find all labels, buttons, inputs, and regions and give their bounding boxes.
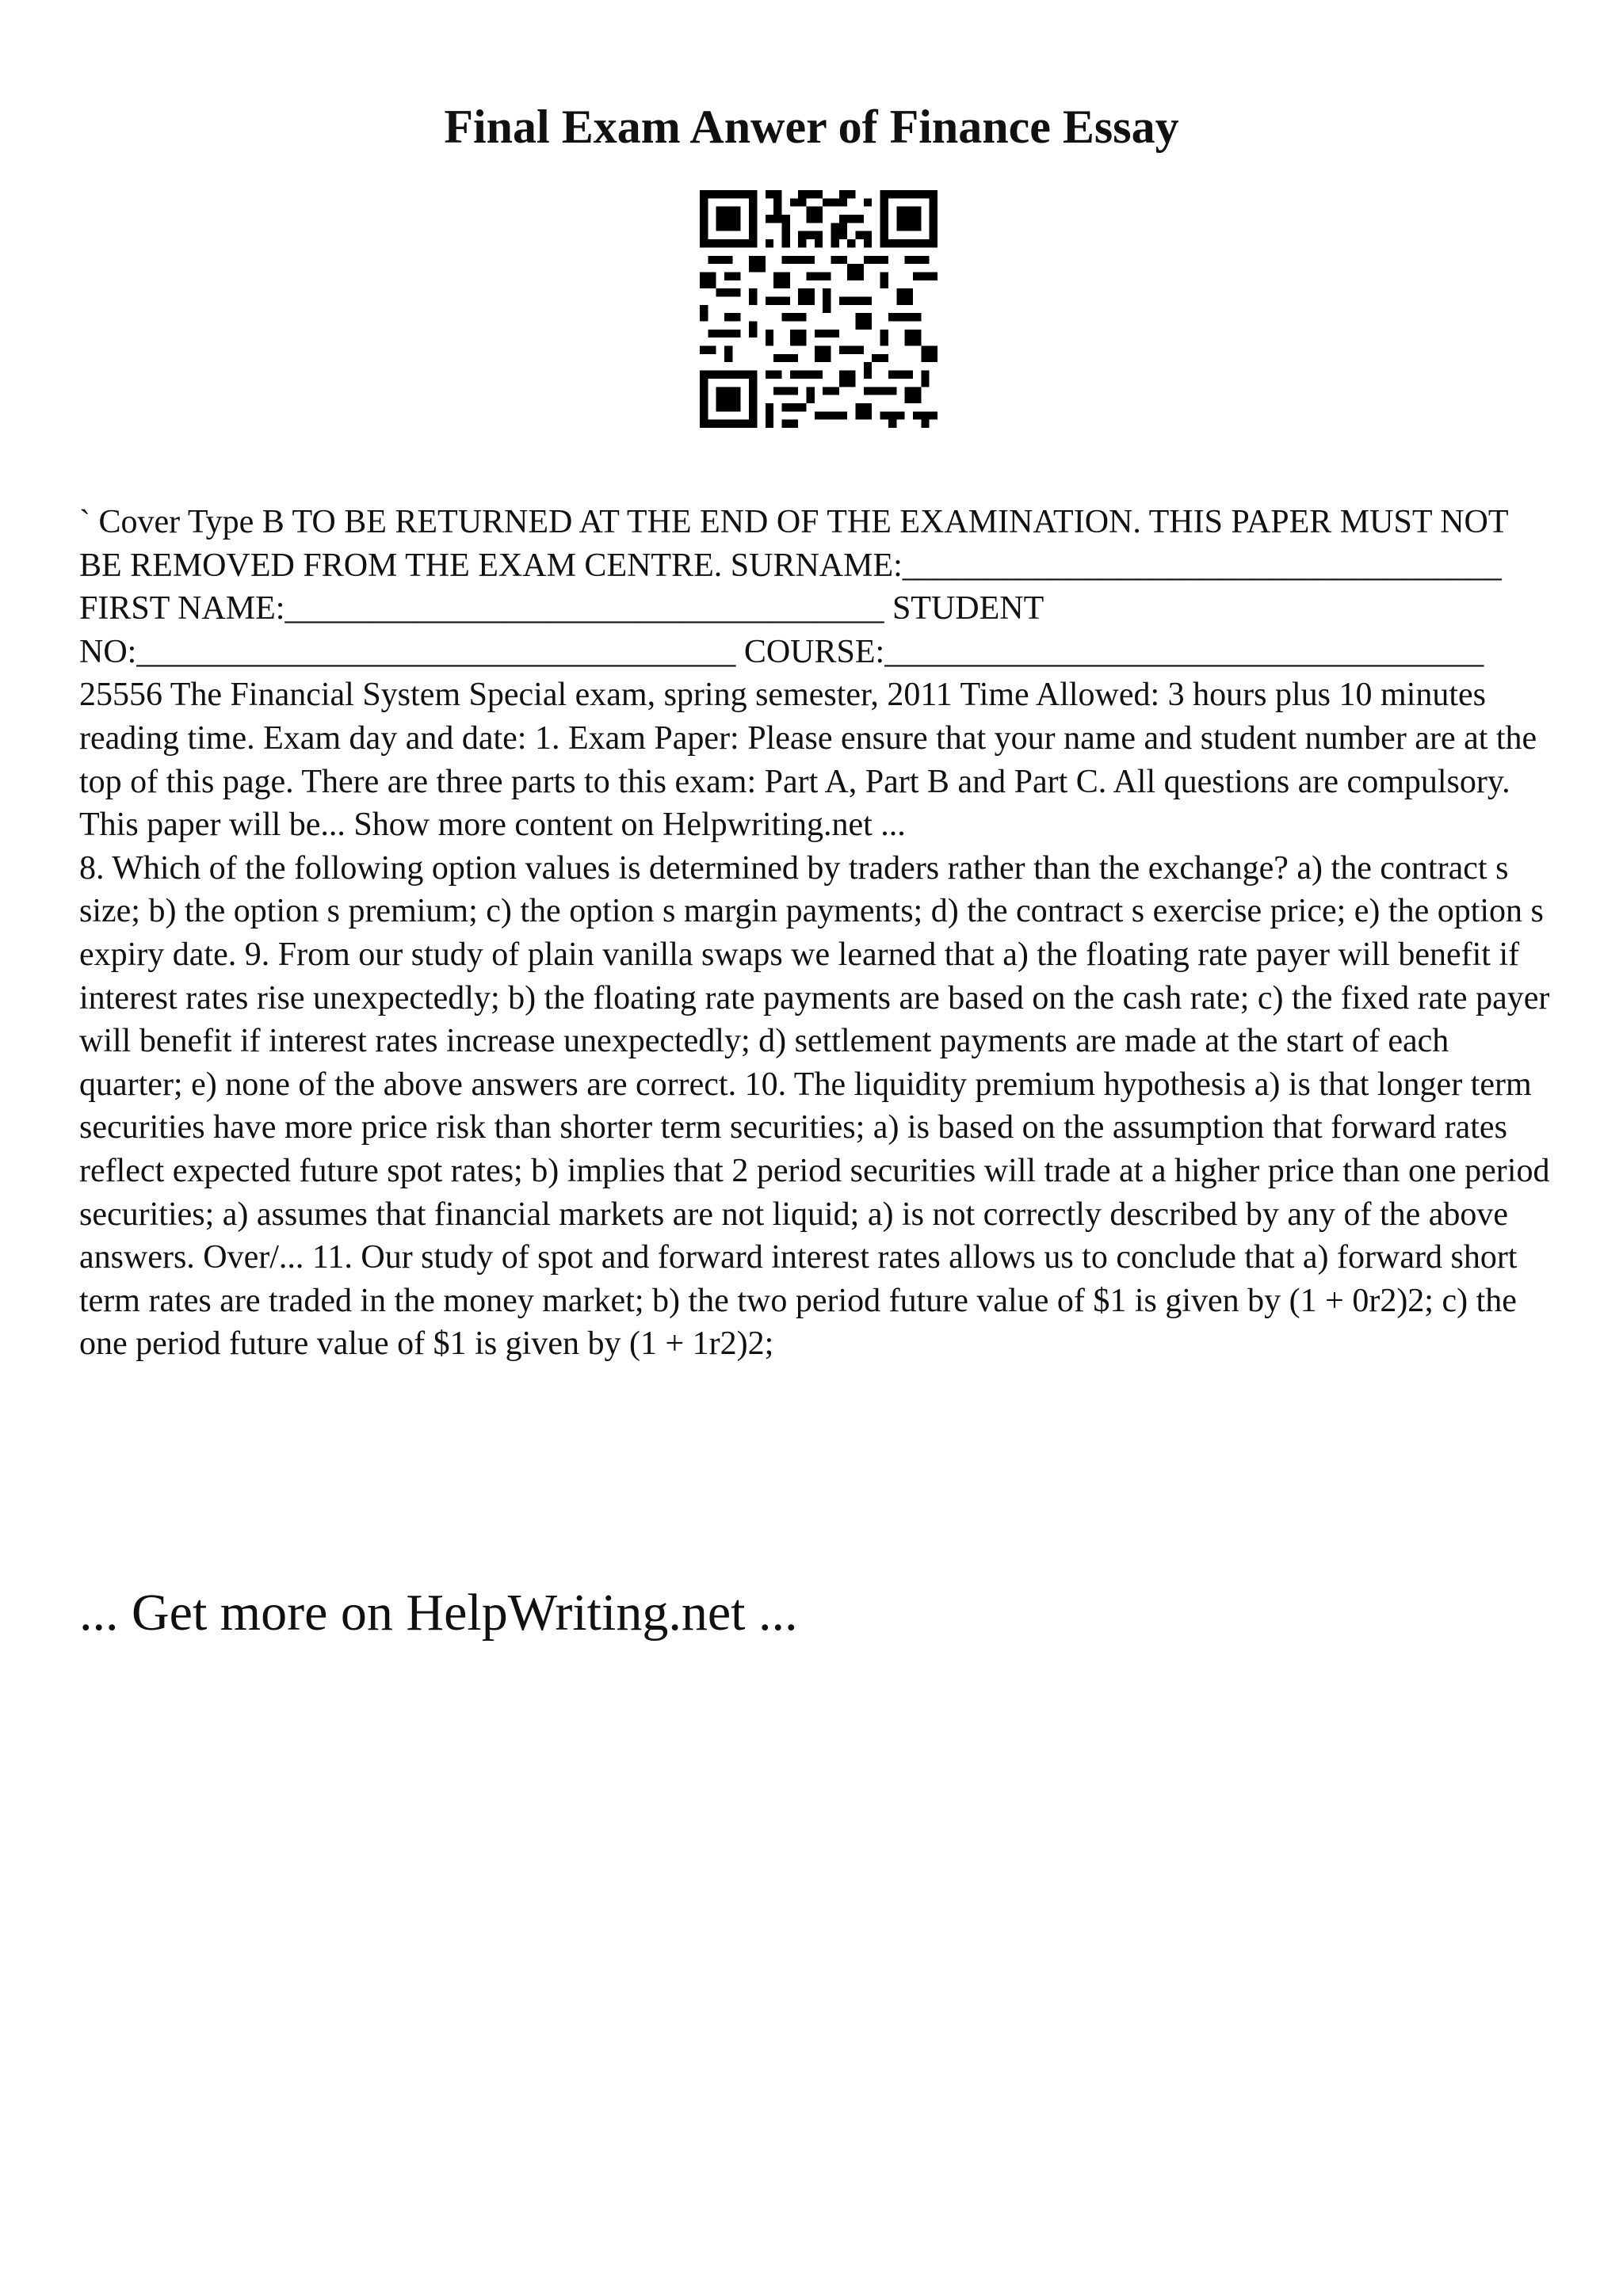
- page-title: Final Exam Anwer of Finance Essay: [444, 101, 1179, 153]
- get-more-link[interactable]: ... Get more on HelpWriting.net ...: [79, 1584, 798, 1642]
- essay-body: [79, 501, 1553, 1366]
- qr-code-icon: [700, 190, 938, 428]
- essay-paragraph-cover: ` Cover Type B TO BE RETURNED AT THE END OF THE EXAMINATION. THIS PAPER MUST NOT BE REMOVED FROM THE EXAM CENTRE. SURNAME:____________________________________ FIRST NAME:____________________________________ STUDENT NO:____________________________________ COURSE:____________________________________ 25556 The Financial System Special exam, spring semester, 2011 Time Allowed: 3 hours plus 10 minutes reading time. Exam day and date: 1. Exam Paper: Please ensure that your name and student number are at the top of this page. There are three parts to this exam: Part A, Part B and Part C. All questions are compulsory. This paper will be... Show more content on Helpwriting.net ...: [79, 504, 1537, 844]
- essay-paragraph-questions: 8. Which of the following option values is determined by traders rather than the exchange? a) the contract s size; b) the option s premium; c) the option s margin payments; d) the contract s exercise price; e) the option s expiry date. 9. From our study of plain vanilla swaps we learned that a) the floating rate payer will benefit if interest rates rise unexpectedly; b) the floating rate payments are based on the cash rate; c) the fixed rate payer will benefit if interest rates increase unexpectedly; d) settlement payments are made at the start of each quarter; e) none of the above answers are correct. 10. The liquidity premium hypothesis a) is that longer term securities have more price risk than shorter term securities; a) is based on the assumption that forward rates reflect expected future spot rates; b) implies that 2 period securities will trade at a higher price than one period securities; a) assumes that financial markets are not liquid; a) is not correctly described by any of the above answers. Over/... 11. Our study of spot and forward interest rates allows us to conclude that a) forward short term rates are traded in the money market; b) the two period future value of $1 is given by (1 + 0r2)2; c) the one period future value of $1 is given by (1 + 1r2)2;: [79, 849, 1550, 1363]
